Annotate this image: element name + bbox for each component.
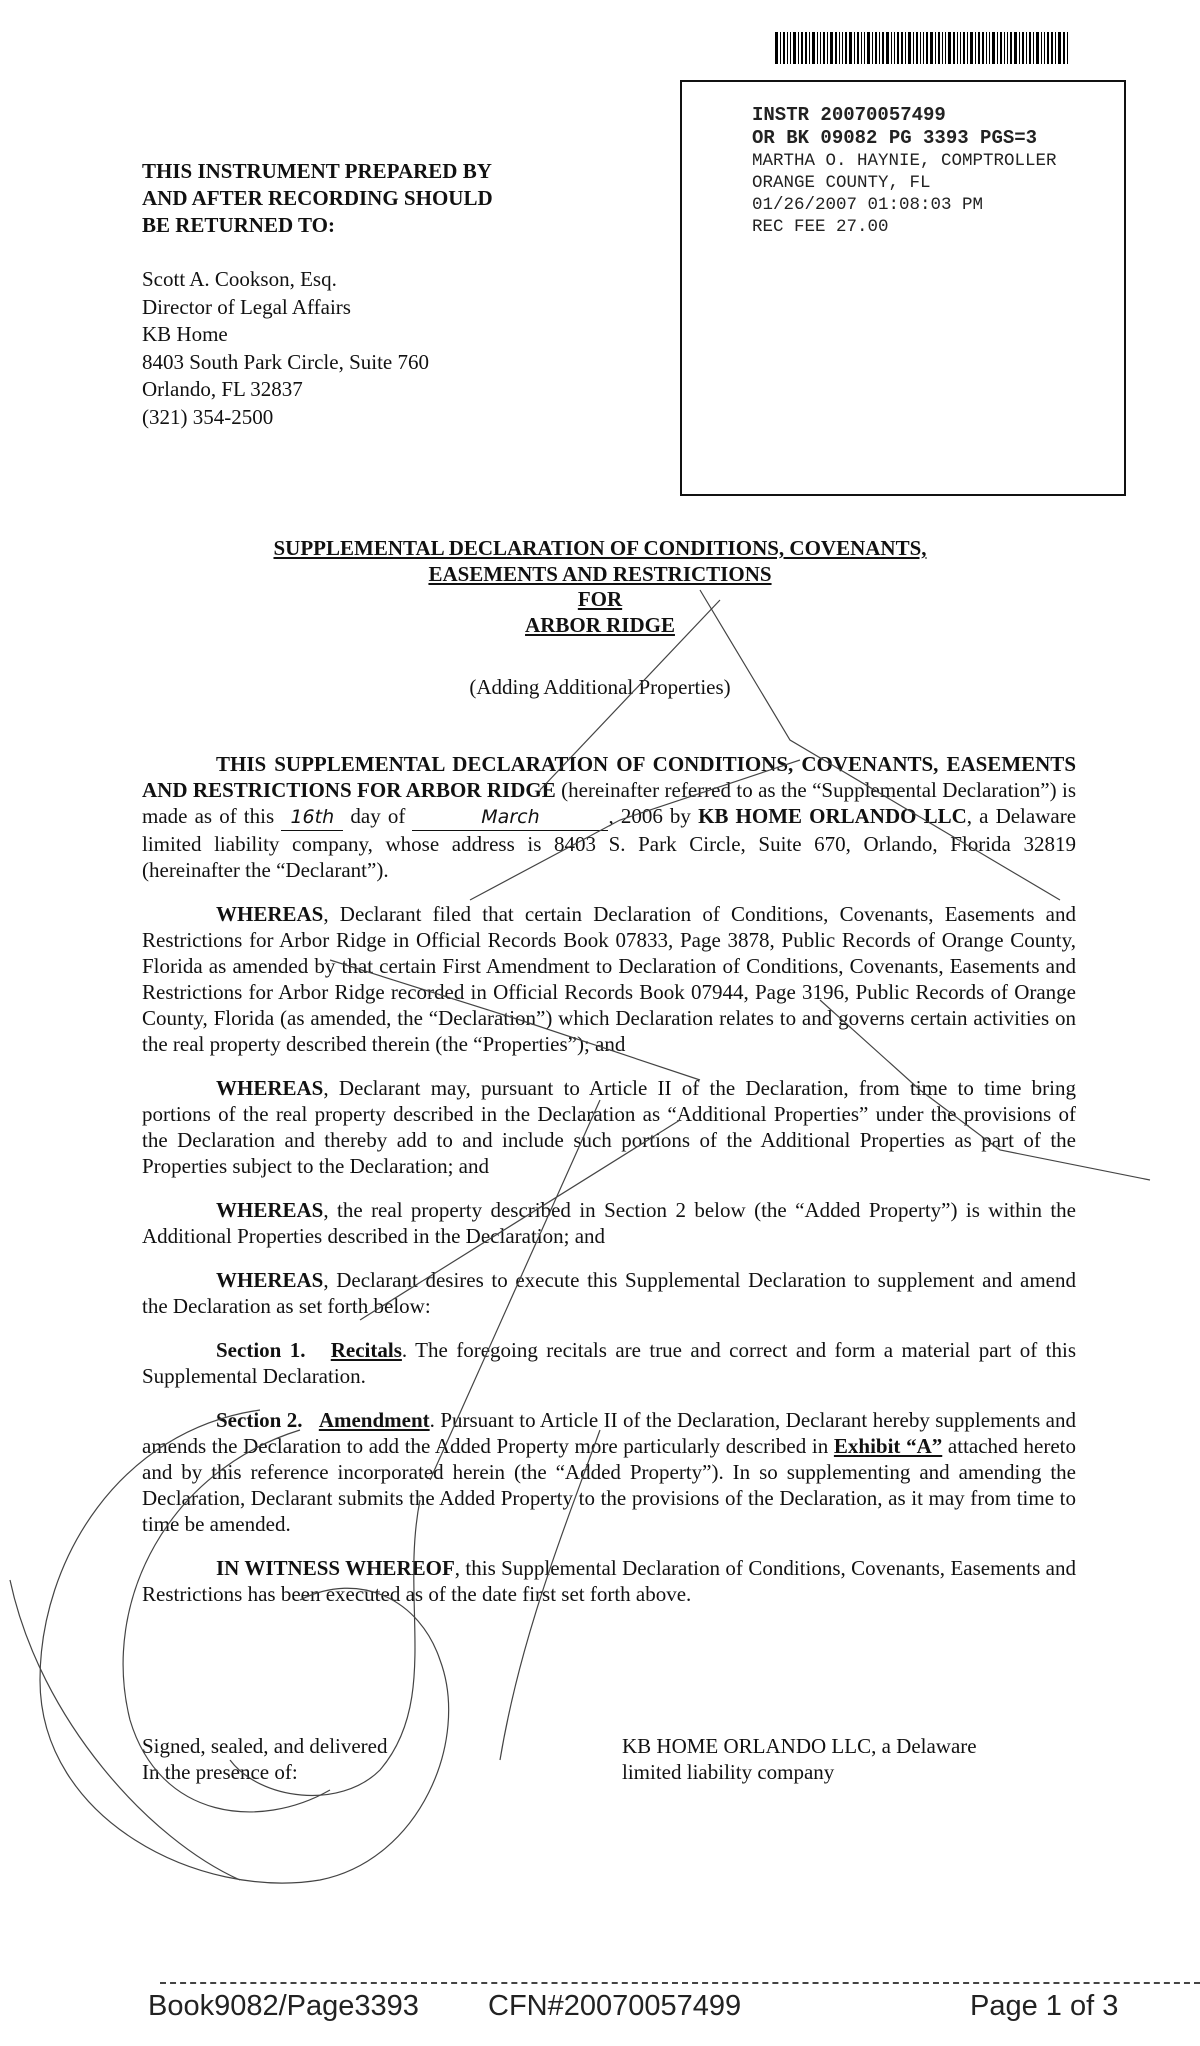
barcode-bar [923,32,924,64]
whereas-paragraph [142,1075,1076,1179]
barcode-bar [982,32,984,64]
prepared-by-heading [142,158,493,239]
whereas-lead: WHEREAS [216,1076,324,1100]
barcode-bar [913,32,914,64]
return-company: KB Home [142,322,228,346]
section-number: Section 2. [216,1408,303,1432]
intro-paragraph [142,751,1076,883]
barcode-bar [809,32,810,64]
witness-lead: IN WITNESS WHEREOF [216,1556,455,1580]
intro-text: day of [343,804,413,828]
title-line: EASEMENTS AND RESTRICTIONS [428,561,772,586]
witness-text: , this Supplemental Declaration of Conditions, Covenants, Easements and Restrictions has been executed as of the date first set forth above. [142,1556,1076,1606]
return-phone: (321) 354-2500 [142,404,274,429]
barcode-bar [1067,32,1068,64]
barcode-bar [1000,32,1002,64]
stamp-clerk: MARTHA O. HAYNIE, COMPTROLLER [752,151,1057,171]
stamp-instr: INSTR 20070057499 [752,104,946,126]
barcode-bar [801,32,803,64]
barcode-bar [1063,32,1065,64]
footer-cfn: CFN#20070057499 [488,1990,742,2022]
section-number: Section 1. [216,1338,306,1362]
whereas-lead: WHEREAS [216,1198,324,1222]
barcode-bar [967,32,968,64]
document-title [0,536,1200,638]
title-line: FOR [577,587,623,611]
return-address [142,266,429,431]
barcode-bar [872,32,873,64]
stamp-book: OR BK 09082 PG 3393 PGS=3 [752,127,1038,149]
prepared-by-line: THIS INSTRUMENT PREPARED BY [142,159,492,183]
signature-line: In the presence of: [142,1760,298,1784]
barcode-bar [1033,32,1034,64]
title-line: SUPPLEMENTAL DECLARATION OF CONDITIONS, COVENANTS, [273,536,927,560]
recording-stamp [752,104,1057,238]
barcode-bar [798,32,799,64]
barcode-bar [849,32,852,64]
barcode-bar [986,32,987,64]
barcode-bar [997,32,998,64]
barcode-bar [942,32,943,64]
whereas-paragraph [142,901,1076,1057]
barcode-bar [901,32,903,64]
barcode-bar [845,32,847,64]
barcode-bar [1058,32,1061,64]
whereas-paragraph [142,1197,1076,1249]
section-text: . Pursuant to Article II of the Declaration, Declarant hereby supplements and amends the Declaration to add the Added Property more particularly described in [142,1408,1077,1458]
barcode-bar [1019,32,1020,64]
footer-book-page: Book9082/Page3393 [148,1990,419,2022]
return-street: 8403 South Park Circle, Suite 760 [142,349,429,374]
barcode-bar [1010,32,1012,64]
section-2 [142,1407,1076,1537]
prepared-by-line: AND AFTER RECORDING SHOULD [142,186,493,210]
stamp-county: ORANGE COUNTY, FL [752,173,931,193]
barcode [775,32,1125,64]
barcode-bar [857,32,859,64]
barcode-bar [1022,32,1024,64]
barcode-bar [938,32,940,64]
barcode-bar [978,32,980,64]
stamp-datetime: 01/26/2007 01:08:03 PM [752,195,984,215]
barcode-bar [992,32,995,64]
barcode-bar [823,32,825,64]
whereas-lead: WHEREAS [216,1268,324,1292]
barcode-bar [1051,32,1053,64]
return-city: Orlando, FL 32837 [142,377,303,401]
barcode-bar [1004,32,1005,64]
barcode-bar [1044,32,1045,64]
section-heading: Amendment [318,1408,430,1432]
intro-text: , a Delaware limited liability company, whose address is 8403 S. Park Circle, Suite 670, Orlando, Florida 32819 (hereinafter the “Declarant”). [142,804,1077,882]
footer-rule [160,1982,1200,1984]
barcode-bar [805,32,807,64]
intro-text: , 2006 by [608,804,699,828]
barcode-bar [827,32,828,64]
barcode-bar [926,32,928,64]
barcode-bar [1047,32,1049,64]
barcode-bar [875,32,877,64]
barcode-bar [960,32,961,64]
signature-line: limited liability company [622,1760,835,1784]
barcode-bar [920,32,921,64]
barcode-bar [945,32,946,64]
document-body [142,751,1076,1625]
barcode-bar [953,32,955,64]
barcode-bar [1036,32,1039,64]
barcode-bar [1055,32,1056,64]
barcode-bar [886,32,889,64]
signature-line: KB HOME ORLANDO LLC, a Delaware [622,1734,977,1758]
witness-paragraph [142,1555,1076,1607]
intro-text: (hereinafter referred to as the “Supplemental Declaration”) is made as of this [142,778,1076,828]
signature-party-block [622,1733,977,1785]
barcode-bar [1041,32,1042,64]
footer-page-number: Page 1 of 3 [970,1990,1119,2022]
stamp-fee: REC FEE 27.00 [752,217,889,237]
barcode-bar [891,32,892,64]
barcode-bar [812,32,815,64]
barcode-bar [780,32,781,64]
barcode-bar [787,32,788,64]
barcode-bar [908,32,911,64]
barcode-bar [775,32,778,64]
signature-witness-block [142,1733,388,1785]
barcode-bar [957,32,958,64]
barcode-bar [894,32,895,64]
barcode-bar [879,32,880,64]
whereas-lead: WHEREAS [216,902,324,926]
whereas-text: , Declarant filed that certain Declaration of Conditions, Covenants, Easements and Restrictions for Arbor Ridge in Official Records Book 07833, Page 3878, Public Records of Orange County, Florida as amended by that certain First Amendment to Declaration of Conditions, Covenants, Easements and Restrictions for Arbor Ridge recorded in Official Records Book 07944, Page 3196, Public Records of Orange County, Florida (as amended, the “Declaration”) which Declaration relates to and governs certain activities on the real property described therein (the “Properties”); and [142,902,1076,1056]
return-title: Director of Legal Affairs [142,294,351,319]
barcode-bar [842,32,843,64]
intro-party: KB HOME ORLANDO LLC [698,804,967,828]
barcode-bar [935,32,936,64]
barcode-bar [975,32,976,64]
barcode-bar [882,32,884,64]
barcode-bar [783,32,785,64]
signature-line: Signed, sealed, and delivered [142,1734,388,1758]
title-line: ARBOR RIDGE [525,612,675,637]
barcode-bar [793,32,796,64]
whereas-text: , the real property described in Section 2 below (the “Added Property”) is within the Additional Properties described in the Declaration; and [142,1198,1076,1248]
whereas-paragraph [142,1267,1076,1319]
barcode-bar [948,32,951,64]
barcode-bar [1029,32,1031,64]
barcode-bar [905,32,906,64]
barcode-bar [989,32,990,64]
barcode-bar [1026,32,1027,64]
barcode-bar [854,32,855,64]
handwritten-month: March [412,804,608,831]
barcode-bar [830,32,833,64]
section-text: attached hereto and by this reference incorporated herein (the “Added Property”). In so supplementing and amending the Declaration, Declarant submits the Added Property to the provisions of the Declaration, as it may from time to time be amended. [142,1434,1076,1536]
barcode-bar [897,32,899,64]
barcode-bar [835,32,837,64]
barcode-bar [820,32,821,64]
barcode-bar [839,32,840,64]
whereas-text: , Declarant may, pursuant to Article II of the Declaration, from time to time bring portions of the real property described in the Declaration as “Additional Properties” under the provisions of the Declaration and thereby add to and include such portions of the Additional Properties as part of the Properties subject to the Declaration; and [142,1076,1076,1178]
barcode-bar [1007,32,1008,64]
section-heading: Recitals [330,1338,402,1362]
return-name: Scott A. Cookson, Esq. [142,267,337,291]
barcode-bar [864,32,865,64]
barcode-bar [970,32,973,64]
barcode-bar [867,32,870,64]
section-text: . The foregoing recitals are true and correct and form a material part of this Supplemental Declaration. [142,1338,1077,1388]
section-1 [142,1337,1076,1389]
barcode-bar [916,32,918,64]
intro-bold: THIS SUPPLEMENTAL DECLARATION OF CONDITIONS, COVENANTS, EASEMENTS AND RESTRICTIONS FOR ARBOR RIDGE [142,752,1076,802]
handwritten-day: 16th [281,804,343,831]
barcode-bar [861,32,862,64]
barcode-bar [1014,32,1017,64]
exhibit-reference: Exhibit “A” [833,1434,943,1458]
barcode-bar [963,32,965,64]
whereas-text: , Declarant desires to execute this Supplemental Declaration to supplement and amend the Declaration as set forth below: [142,1268,1076,1318]
document-subtitle: (Adding Additional Properties) [469,675,731,699]
prepared-by-line: BE RETURNED TO: [142,213,335,237]
barcode-bar [817,32,818,64]
barcode-bar [930,32,933,64]
barcode-bar [790,32,791,64]
